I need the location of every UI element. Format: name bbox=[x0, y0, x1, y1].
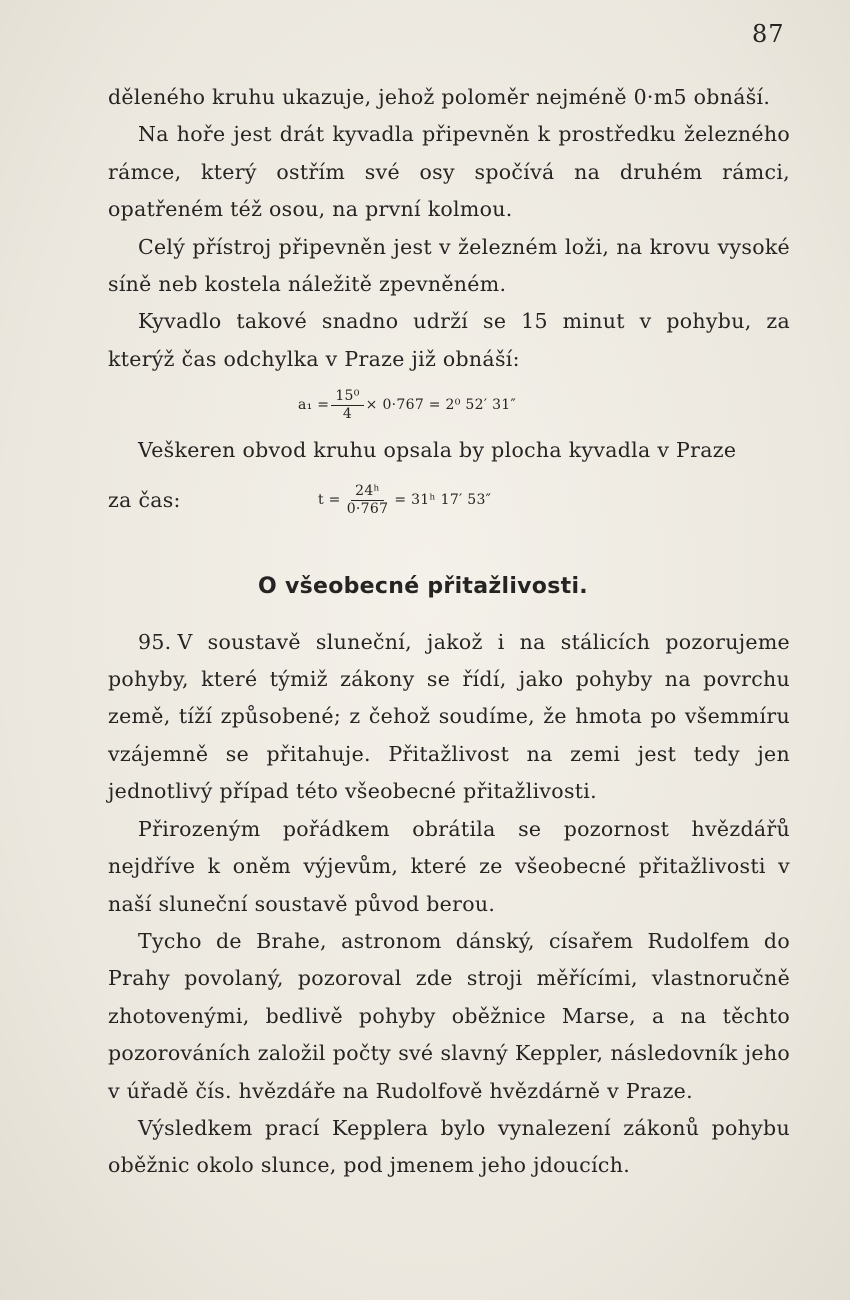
paragraph-tycho-de-brahe: Tycho de Brahe, astronom dánský, císařem Rudolfem do Prahy povolaný, pozoroval zde stroji měřícími, vlastnoručně zhotovenými, bedlivě pohyby oběžnice Marse, a na těchto pozorováních založil počty své slavný Keppler, následovník jeho v úřadě čís. hvězdáře na Rudolfově hvězdárně v Praze. bbox=[108, 928, 790, 1103]
formula-deflection-numerator: 15⁰ bbox=[331, 389, 363, 406]
paragraph-section-95 bbox=[108, 624, 790, 811]
paragraph-apparatus: Celý přístroj připevněn jest v železném loži, na krovu vysoké síně neb kostela náležitě zpevněném. bbox=[108, 234, 790, 297]
formula-time-fraction bbox=[343, 484, 393, 516]
paragraph-pendulum-wire: Na hoře jest drát kyvadla připevněn k prostředku železného rámce, který ostřím své osy spočívá na druhém rámci, opatřeném též osou, na první kolmou. bbox=[108, 122, 790, 222]
formula-time-numerator: 24ʰ bbox=[351, 484, 384, 501]
formula-deflection-fraction bbox=[331, 389, 363, 421]
formula-deflection-lhs: a₁ = bbox=[298, 396, 330, 413]
paragraph-keppler-laws: Výsledkem prací Kepplera bylo vynalezení zákonů pohybu oběžnic okolo slunce, pod jmenem jeho jdoucích. bbox=[108, 1115, 790, 1178]
paragraph-pendulum-motion: Kyvadlo takové snadno udrží se 15 minut v pohybu, za kterýž čas odchylka v Praze již obnáší: bbox=[108, 309, 790, 371]
paragraph-circumference: Veškeren obvod kruhu opsala by plocha kyvadla v Praze bbox=[138, 438, 737, 463]
page-number: 87 bbox=[752, 20, 785, 48]
formula-time-lead: za čas: bbox=[108, 487, 181, 512]
paragraph-astronomers: Přirozeným pořádkem obrátila se pozornost hvězdářů nejdříve k oněm výjevům, které ze všeobecné přitažlivosti v naší sluneční soustavě původ berou. bbox=[108, 816, 790, 916]
formula-time-denominator: 0·767 bbox=[346, 501, 389, 518]
section-number: 95. bbox=[138, 629, 172, 654]
formula-time-rhs: = 31ʰ 17′ 53″ bbox=[394, 492, 492, 509]
formula-deflection-denominator: 4 bbox=[342, 405, 353, 422]
formula-deflection bbox=[108, 378, 790, 432]
section-heading: O všeobecné přitažlivosti. bbox=[258, 573, 588, 599]
section-first-text: V soustavě sluneční, jakož i na stálicích pozorujeme pohyby, které týmiž zákony se řídí, jako pohyby na povrchu země, tíží způsobené; z čehož soudíme, že hmota po všemmíru vzájemně se přitahuje. Přitažlivost na zemi jest tedy jen jednotlivý případ této všeobecné přitažlivosti. bbox=[108, 629, 790, 804]
formula-time-lhs: t = bbox=[318, 492, 341, 509]
formula-deflection-rhs: × 0·767 = 2⁰ 52′ 31″ bbox=[365, 396, 517, 413]
formula-time bbox=[108, 470, 790, 532]
body-text bbox=[108, 79, 790, 1185]
paragraph-continuation: děleného kruhu ukazuje, jehož poloměr nejméně 0·m5 obnáší. bbox=[108, 85, 771, 109]
